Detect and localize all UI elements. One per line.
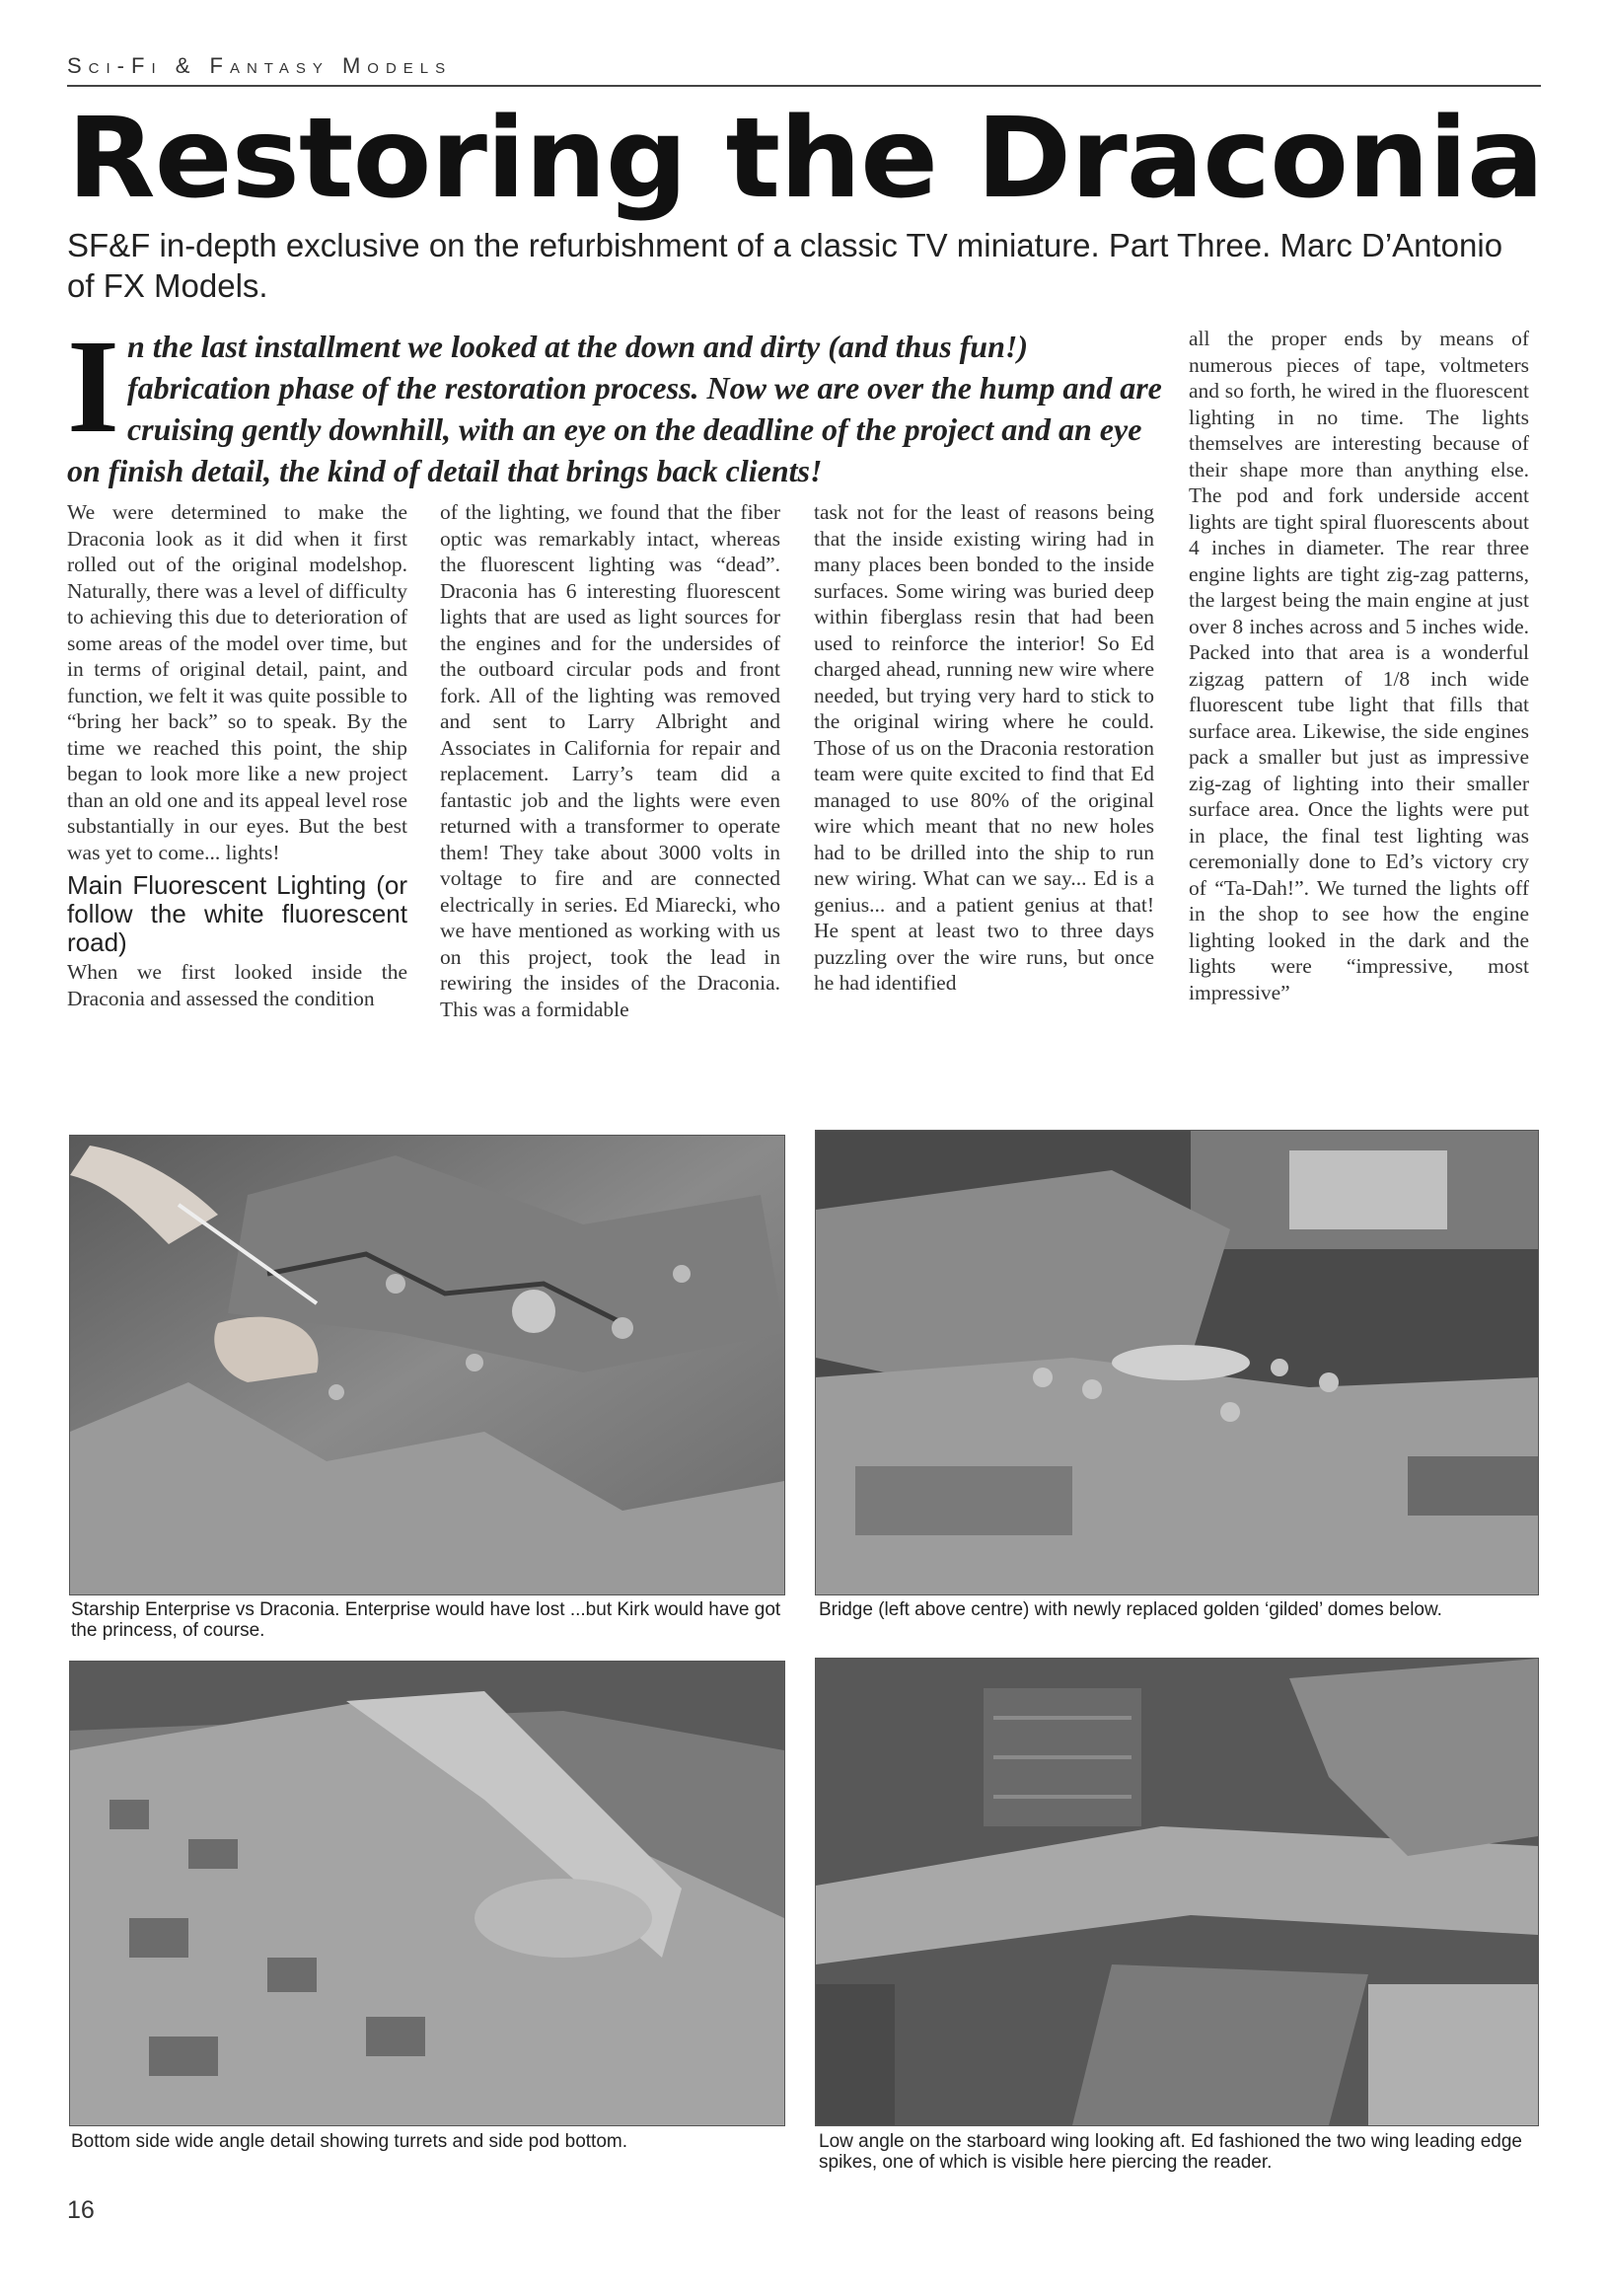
photo-underside-turrets: [69, 1661, 785, 2126]
intro-text: n the last installment we looked at the down and dirty (and thus fun!) fabrication phase of the restoration process. Now we are over the hump and are cruising gently downhill, with an eye on the deadline of the project and an eye on finish detail, the kind of detail that brings back clients!: [67, 329, 1162, 488]
caption-bottom-right: Low angle on the starboard wing looking aft. Ed fashioned the two wing leading edge spikes, one of which is visible here piercing the reader.: [819, 2131, 1522, 2173]
column-1-paragraph-1: We were determined to make the Draconia look as it did when it first rolled out of the original modelshop. Naturally, there was a level of difficulty to achieving this due to deterioration of some areas of the model over time, but in terms of original detail, paint, and function, we felt it was quite possible to “bring her back” so to speak. By the time we reached this point, the ship began to look more like a new project than an old one and its appeal level rose substantially in our eyes. But the best was yet to come... lights!: [67, 500, 407, 864]
column-4: [1189, 326, 1529, 1005]
article-subtitle: SF&F in-depth exclusive on the refurbishment of a classic TV miniature. Part Three. Marc D’Antonio of FX Models.: [67, 227, 1503, 304]
photo-bridge-domes: [815, 1130, 1539, 1595]
masthead: Sci-Fi & Fantasy Models: [67, 53, 453, 78]
column-3-paragraph: task not for the least of reasons being that the inside existing wiring had in many places been bonded to the inside surfaces. Some wiring was buried deep within fiberglass resin that had been used to reinforce the interior! So Ed charged ahead, running new wire where needed, but trying very hard to stick to the original wiring where he could. Those of us on the Draconia restoration team were quite excited to find that Ed managed to use 80% of the original wire which meant that no new holes had to be drilled into the ship to run new wiring. What can we say... Ed is a genius... and a patient genius at that! He spent at least two to three days puzzling over the wire runs, but once he had identified: [814, 500, 1154, 995]
column-2-paragraph: of the lighting, we found that the fiber optic was remarkably intact, whereas the fluorescent lighting was “dead”. Draconia has 6 interesting fluorescent lights that are used as light sources for the engines and for the undersides of the outboard circular pods and front fork. All of the lighting was removed and sent to Larry Albright and Associates in California for repair and replacement. Larry’s team did a fantastic job and the lights were even returned with a transformer to operate them! They take about 3000 volts in voltage to fire and are connected electrically in series. Ed Miarecki, who we have mentioned as working with us on this project, took the lead in rewiring the insides of the Draconia. This was a formidable: [440, 500, 780, 1021]
column-1-paragraph-2: When we first looked inside the Draconia and assessed the condition: [67, 960, 407, 1010]
photo-hands-on-model: [69, 1135, 785, 1595]
section-subhead: Main Fluorescent Lighting (or follow the white fluorescent road): [67, 870, 407, 957]
caption-bottom-left: Bottom side wide angle detail showing turrets and side pod bottom.: [71, 2131, 627, 2152]
photo-starboard-wing: [815, 1658, 1539, 2126]
drop-cap: I: [67, 313, 119, 461]
page-number: 16: [67, 2196, 95, 2224]
column-4-paragraph: all the proper ends by means of numerous pieces of tape, voltmeters and so forth, he wired in the fluorescent lighting in no time. The lights themselves are interesting because of their shape more than anything else. The pod and fork underside accent lights are tight spiral fluorescents about 4 inches in diameter. The rear three engine lights are tight zig-zag patterns, the largest being the main engine at just over 8 inches across and 5 inches wide. Packed into that area is a wonderful zigzag pattern of 1/8 inch wide fluorescent tube light that fills that surface area. Likewise, the side engines pack a smaller but just as impressive zig-zag of lighting into their smaller surface area. Once the lights were put in place, the final test lighting was ceremonially done to Ed’s victory cry of “Ta-Dah!”. We turned the lights off in the shop to see how the engine lighting looked in the dark and the lights were “impressive, most impressive”: [1189, 327, 1529, 1004]
caption-top-left: Starship Enterprise vs Draconia. Enterprise would have lost ...but Kirk would have got the princess, of course.: [71, 1599, 781, 1641]
article-title: Restoring the Draconia: [67, 95, 1544, 223]
intro-paragraph: [67, 313, 1162, 491]
column-3: [814, 499, 1154, 997]
caption-top-right: Bridge (left above centre) with newly replaced golden ‘gilded’ domes below.: [819, 1599, 1442, 1620]
column-2: [440, 499, 780, 1022]
header-rule: [67, 85, 1541, 87]
column-1: [67, 499, 407, 1011]
